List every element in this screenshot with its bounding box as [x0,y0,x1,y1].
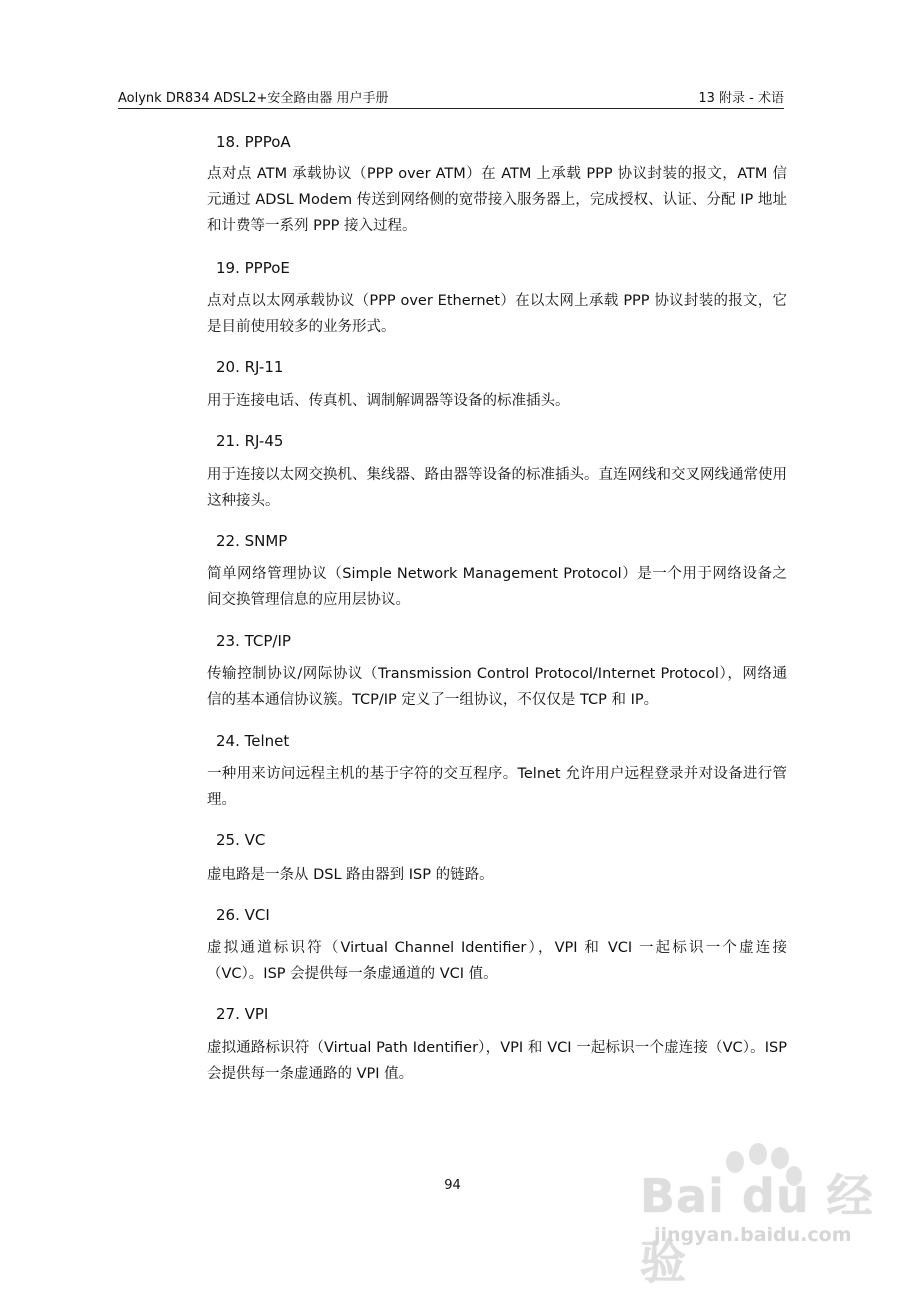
term-definition-telnet: 一种用来访问远程主机的基于字符的交互程序。Telnet 允许用户远程登录并对设备进行管理。 [207,766,787,808]
term-title-snmp: 22. SNMP [216,532,288,550]
term-title-telnet: 24. Telnet [216,732,290,750]
term-definition-pppoa: 点对点 ATM 承载协议（PPP over ATM）在 ATM 上承载 PPP 协议封装的报文，ATM 信元通过 ADSL Modem 传送到网络侧的宽带接入服务器上，完成授权、认证、分配 IP 地址和计费等一系列 PPP 接入过程。 [207,166,787,234]
watermark-brand: Bai du 经验 [640,1169,874,1289]
term-definition-snmp: 简单网络管理协议（Simple Network Management Protocol）是一个用于网络设备之间交换管理信息的应用层协议。 [207,566,787,608]
term-definition-vpi: 虚拟通路标识符（Virtual Path Identifier），VPI 和 VCI 一起标识一个虚连接（VC）。ISP 会提供每一条虚通路的 VPI 值。 [207,1040,787,1082]
term-definition-rj45: 用于连接以太网交换机、集线器、路由器等设备的标准插头。直连网线和交叉网线通常使用这种接头。 [207,467,787,509]
term-title-rj11: 20. RJ-11 [216,358,284,376]
term-definition-vc: 虚电路是一条从 DSL 路由器到 ISP 的链路。 [207,867,494,883]
term-title-vci: 26. VCI [216,906,270,924]
term-definition-pppoe: 点对点以太网承载协议（PPP over Ethernet）在以太网上承载 PPP 协议封装的报文，它是目前使用较多的业务形式。 [207,293,787,335]
term-title-pppoe: 19. PPPoE [216,259,290,277]
watermark-url: jingyan.baidu.com [654,1224,852,1246]
term-title-pppoa: 18. PPPoA [216,133,291,151]
page-header [118,84,784,109]
term-definition-rj11: 用于连接电话、传真机、调制解调器等设备的标准插头。 [207,393,570,409]
term-title-vc: 25. VC [216,831,266,849]
term-title-rj45: 21. RJ-45 [216,432,284,450]
baidu-watermark [640,1140,880,1289]
header-chapter: 13 附录 - 术语 [698,91,784,106]
term-title-vpi: 27. VPI [216,1005,269,1023]
page-number: 94 [444,1178,461,1193]
term-title-tcpip: 23. TCP/IP [216,632,291,650]
term-definition-tcpip: 传输控制协议/网际协议（Transmission Control Protocol/Internet Protocol），网络通信的基本通信协议簇。TCP/IP 定义了一组协议，不仅仅是 TCP 和 IP。 [207,666,787,708]
term-definition-vci: 虚拟通道标识符（Virtual Channel Identifier），VPI 和 VCI 一起标识一个虚连接（VC）。ISP 会提供每一条虚通道的 VCI 值。 [207,940,787,982]
header-manual-title: Aolynk DR834 ADSL2+安全路由器 用户手册 [118,91,389,106]
